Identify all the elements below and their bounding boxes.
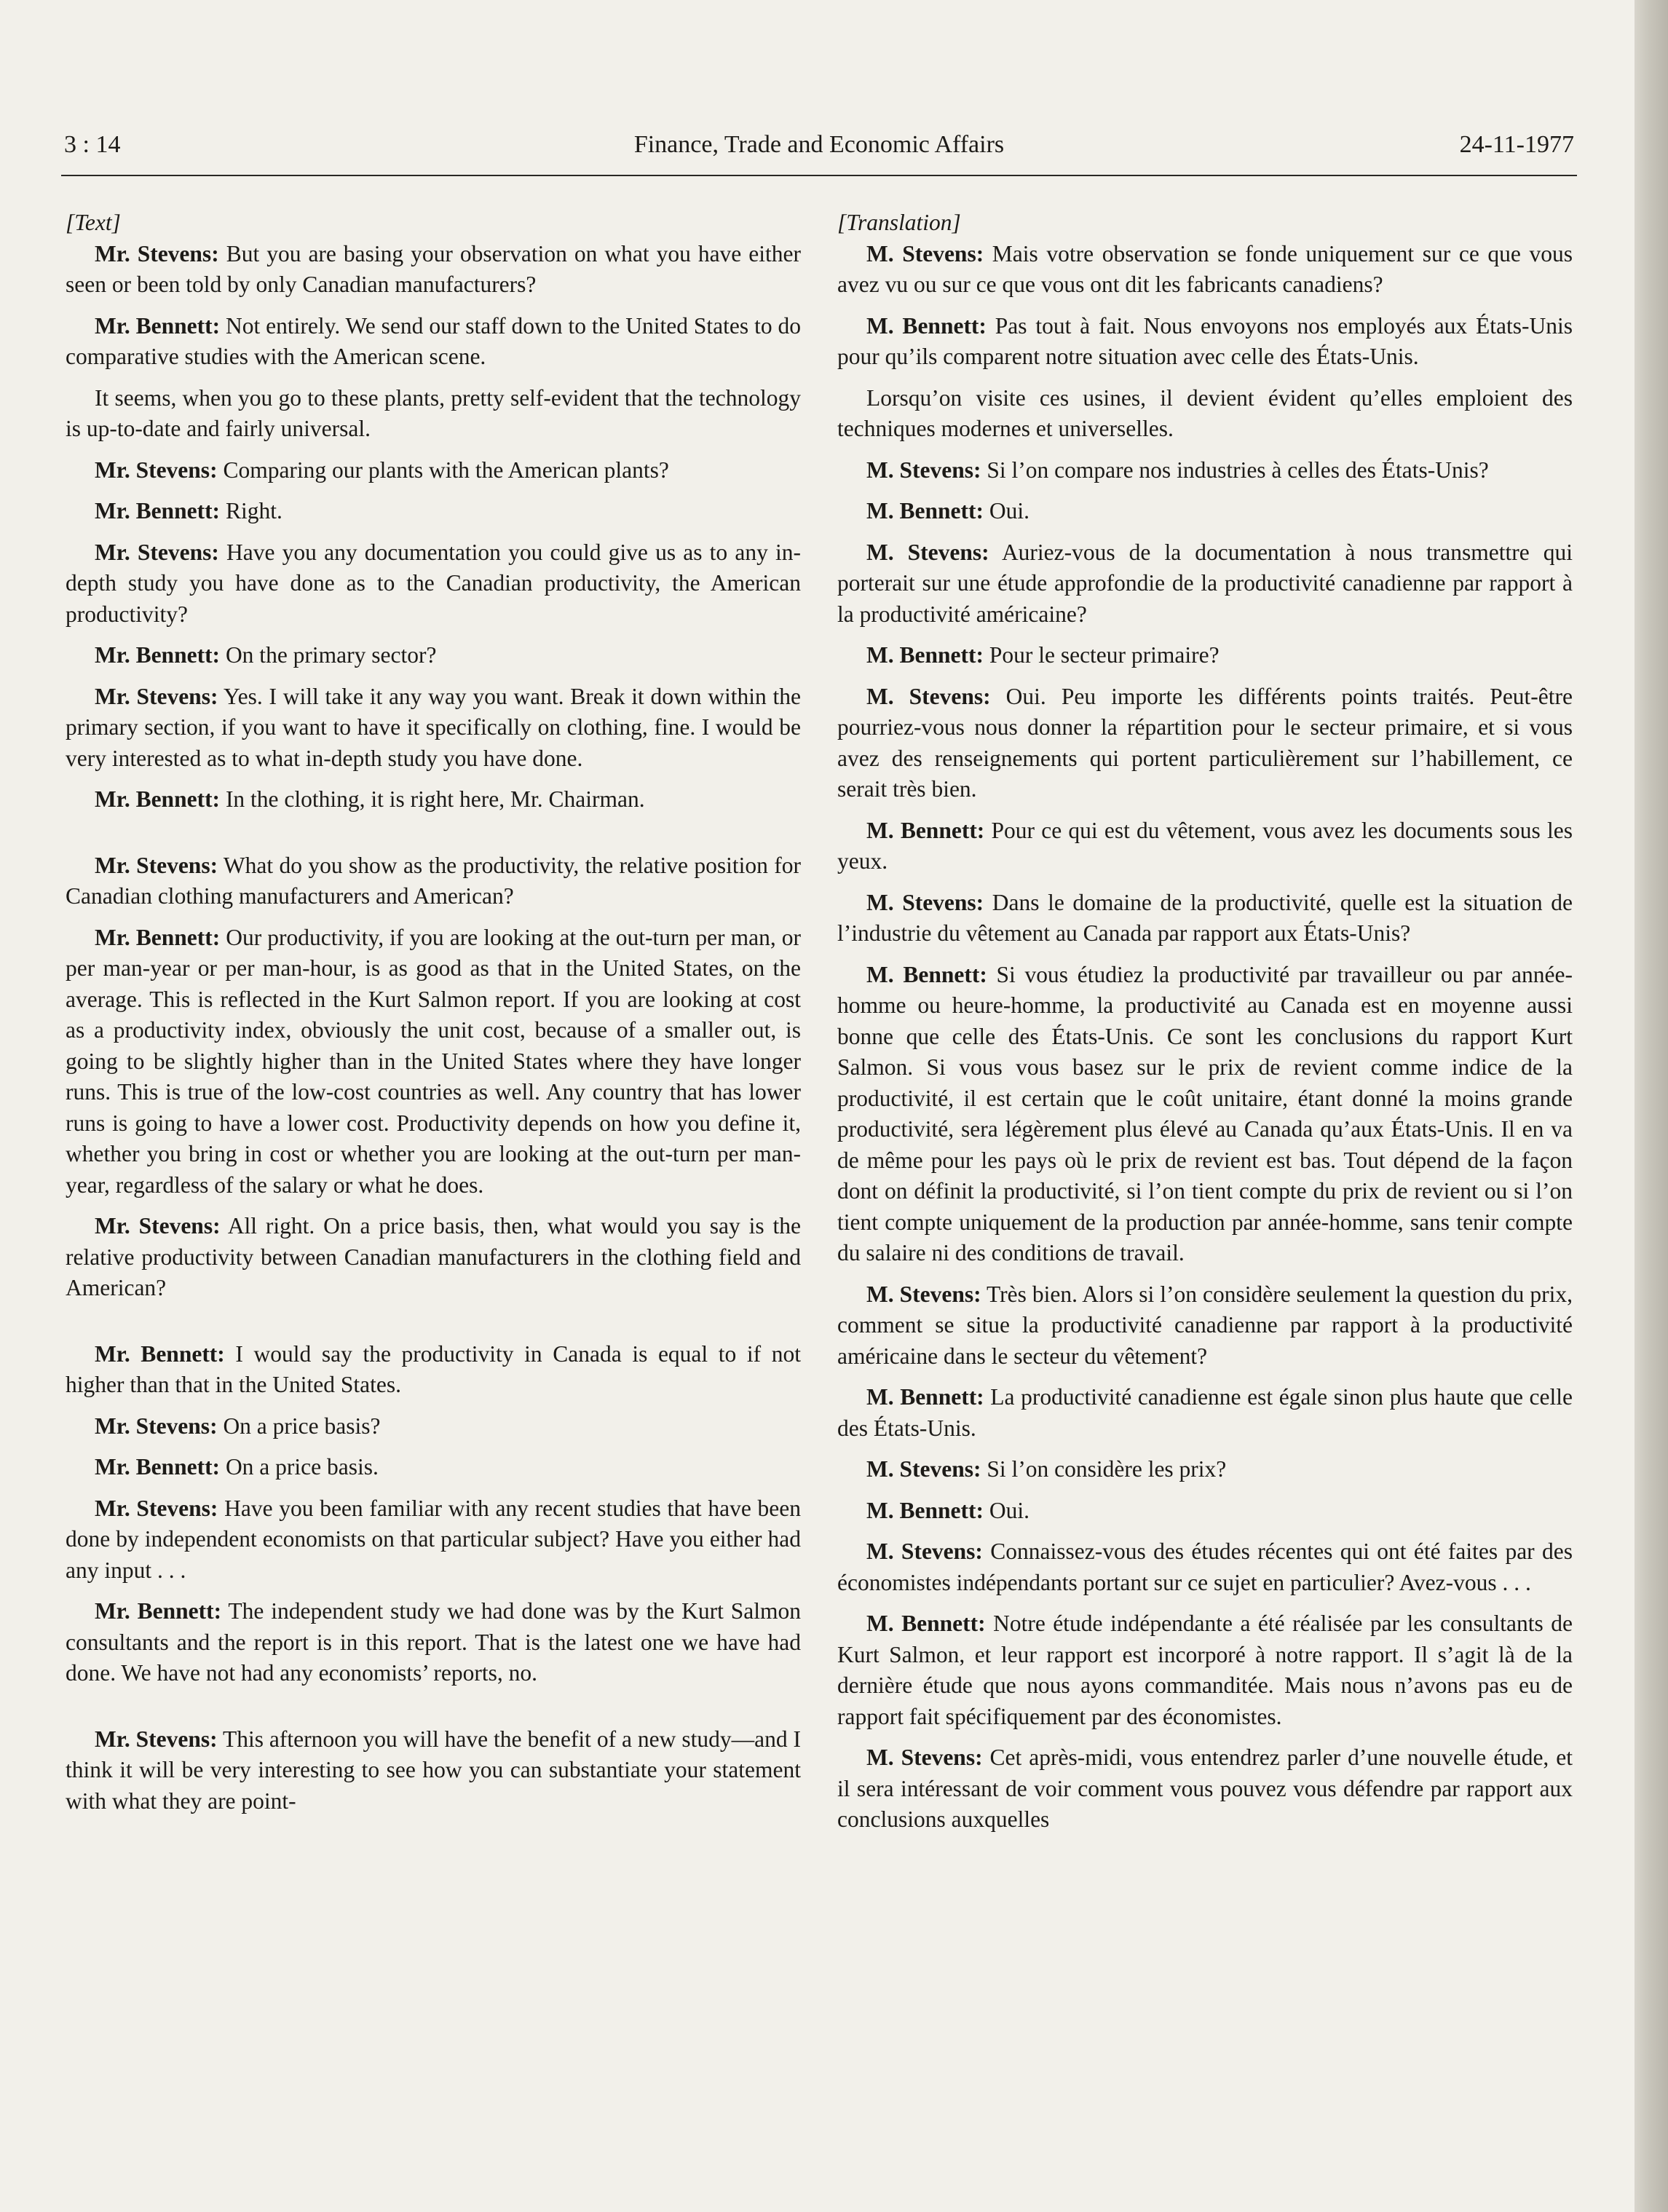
speech-text: Si l’on considère les prix? [981, 1456, 1227, 1482]
speech-text: On a price basis. [220, 1454, 379, 1480]
speech-text: Notre étude indépendante a été réalisée par les consultants de Kurt Salmon, et leur rapport est incorporé à notre rapport. Il s’agit là de la dernière étude que nous ayons commanditée. Mais nous n’avons pas eu de rapport fait spécifiquement par des économistes. [837, 1611, 1573, 1729]
transcript-paragraph [837, 1454, 1573, 1485]
speaker-name: M. Bennett: [866, 498, 984, 524]
speech-text: Yes. I will take it any way you want. Break it down within the primary section, if you want to have it specifically on clothing, fine. I would be very interested as to what in-depth study you have done. [66, 683, 801, 771]
speaker-name: Mr. Stevens: [95, 683, 218, 709]
transcript-paragraph [66, 1596, 801, 1689]
speaker-name: Mr. Bennett: [95, 312, 221, 339]
running-title: Finance, Trade and Economic Affairs [633, 131, 1005, 158]
transcript-paragraph [66, 455, 801, 486]
speaker-name: M. Bennett: [866, 1497, 984, 1523]
speaker-name: Mr. Stevens: [95, 852, 218, 878]
page-header [64, 125, 1574, 176]
speech-text: Si l’on compare nos industries à celles des États-Unis? [981, 457, 1489, 483]
transcript-paragraph [837, 1536, 1573, 1598]
speaker-name: M. Stevens: [866, 539, 989, 565]
speaker-name: M. Bennett: [866, 1611, 986, 1636]
speaker-name: M. Stevens: [866, 1456, 981, 1482]
speaker-name: Mr. Stevens: [95, 1413, 218, 1439]
speech-text: Pour ce qui est du vêtement, vous avez les documents sous les yeux. [837, 817, 1573, 874]
speech-text: In the clothing, it is right here, Mr. Chairman. [220, 786, 645, 812]
speech-text: It seems, when you go to these plants, pretty self-evident that the technology is up-to-date and fairly universal. [66, 384, 801, 441]
speaker-name: M. Stevens: [866, 1281, 981, 1307]
english-paragraphs [66, 239, 801, 1817]
speech-text: Not entirely. We send our staff down to the United States to do comparative studies with the American scene. [66, 312, 801, 369]
speaker-name: M. Bennett: [866, 961, 987, 987]
column-label-text: [Text] [66, 210, 121, 235]
header-rule [61, 175, 1577, 176]
transcript-paragraph [66, 537, 801, 631]
speaker-name: Mr. Bennett: [95, 1340, 225, 1367]
transcript-paragraph [66, 1339, 801, 1401]
speech-text: Très bien. Alors si l’on considère seulement la question du prix, comment se situe la productivité canadienne par rapport à la productivité américaine dans le secteur du vêtement? [837, 1281, 1573, 1369]
transcript-paragraph [837, 1608, 1573, 1732]
speech-text: Si vous étudiez la productivité par travailleur ou par année-homme ou heure-homme, la productivité au Canada est en moyenne aussi bonne que celle des États-Unis. Ce sont les conclusions du rapport Kurt Salmon. Si vous vous basez sur le prix de revient comme indice de la productivité, il est certain que le coût unitaire, étant donné la moins grande productivité, sera légèrement plus élevé au Canada qu’aux États-Unis. Il en va de même pour les pays où le prix de revient est bas. Tout dépend de la façon dont on définit la productivité, si l’on tient compte du prix de revient ou si l’on tient compte uniquement de la production par année-homme, sans tenir compte du salaire ni des conditions de travail. [837, 961, 1573, 1265]
transcript-paragraph [837, 1382, 1573, 1444]
transcript-paragraph [837, 1742, 1573, 1836]
page-edge [1635, 0, 1668, 2212]
french-paragraphs [837, 239, 1573, 1836]
speech-text: The independent study we had done was by the Kurt Salmon consultants and the report is in this report. That is the latest one we have had done. We have not had any economists’ reports, no. [66, 1598, 801, 1686]
speaker-name: Mr. Bennett: [95, 786, 221, 812]
speech-text: Pas tout à fait. Nous envoyons nos employés aux États-Unis pour qu’ils comparent notre situation avec celle des États-Unis. [837, 312, 1573, 369]
transcript-paragraph [837, 1279, 1573, 1372]
speaker-name: Mr. Stevens: [95, 1726, 218, 1752]
speaker-name: M. Stevens: [866, 889, 984, 915]
speech-text: Comparing our plants with the American plants? [217, 457, 669, 483]
speech-text: Connaissez-vous des études récentes qui ont été faites par des économistes indépendants portant sur ce sujet en particulier? Avez-vous . . . [837, 1538, 1573, 1595]
speech-text: On the primary sector? [220, 642, 437, 668]
speech-text: Oui. [983, 1497, 1029, 1523]
speaker-name: Mr. Bennett: [95, 642, 221, 668]
transcript-paragraph [66, 923, 801, 1201]
speech-text: La productivité canadienne est égale sinon plus haute que celle des États-Unis. [837, 1384, 1573, 1441]
speech-text: Cet après-midi, vous entendrez parler d’une nouvelle étude, et il sera intéressant de voir comment vous pouvez vous défendre par rapport aux conclusions auxquelles [837, 1745, 1573, 1832]
transcript-paragraph [837, 1496, 1573, 1527]
transcript-paragraph [837, 682, 1573, 805]
speech-text: Oui. Peu importe les différents points traités. Peut-être pourriez-vous nous donner la répartition pour le secteur primaire, et si vous avez des renseignements qui portent particulièrement sur l’habillement, ce serait très bien. [837, 683, 1573, 802]
speech-text: Oui. [983, 498, 1029, 524]
speech-text: But you are basing your observation on what you have either seen or been told by only Canadian manufacturers? [66, 240, 801, 297]
speech-text: Have you been familiar with any recent studies that have been done by independent economists on that particular subject? Have you either had any input . . . [66, 1495, 802, 1583]
transcript-paragraph [66, 1724, 801, 1817]
transcript-paragraph [837, 815, 1573, 877]
speaker-name: Mr. Stevens: [95, 539, 219, 565]
transcript-paragraph [837, 496, 1573, 527]
speech-text: Right. [220, 498, 282, 524]
speaker-name: Mr. Stevens: [95, 1213, 221, 1239]
speaker-name: Mr. Bennett: [95, 924, 221, 950]
transcript-paragraph [66, 784, 801, 815]
speaker-name: M. Stevens: [866, 457, 981, 483]
speech-text: Lorsqu’on visite ces usines, il devient évident qu’elles emploient des techniques modernes et universelles. [837, 384, 1573, 441]
speech-text: Auriez-vous de la documentation à nous transmettre qui porterait sur une étude approfondie de la productivité canadienne par rapport à la productivité américaine? [837, 539, 1573, 627]
transcript-paragraph [66, 311, 801, 373]
speaker-name: Mr. Bennett: [95, 1598, 222, 1624]
transcript-paragraph [837, 640, 1573, 671]
transcript-paragraph [837, 537, 1573, 631]
speaker-name: Mr. Stevens: [95, 1495, 218, 1521]
transcript-paragraph [837, 455, 1573, 486]
speech-text: Pour le secteur primaire? [983, 642, 1220, 668]
transcript-paragraph [837, 311, 1573, 373]
transcript-paragraph [66, 1411, 801, 1442]
speaker-name: Mr. Stevens: [95, 457, 218, 483]
speaker-name: M. Stevens: [866, 683, 991, 709]
speech-text: Dans le domaine de la productivité, quelle est la situation de l’industrie du vêtement au Canada par rapport aux États-Unis? [837, 889, 1573, 946]
speaker-name: M. Stevens: [866, 1538, 983, 1564]
page-number: 3 : 14 [64, 131, 121, 158]
speaker-name: M. Bennett: [866, 1384, 984, 1410]
speaker-name: M. Stevens: [866, 1745, 983, 1770]
speech-text: I would say the productivity in Canada is equal to if not higher than that in the United States. [66, 1340, 801, 1397]
speech-text: Our productivity, if you are looking at the out-turn per man, or per man-year or per man-hour, is as good as that in the United States, on the average. This is reflected in the Kurt Salmon report. If you are looking at cost as a productivity index, obviously the unit cost, because of a smaller out, is going to be slightly higher than in the United States where they have longer runs. This is true of the low-cost countries as well. Any country that has lower runs is going to have a lower cost. Productivity depends on how you define it, whether you bring in cost or whether you are looking at the out-turn per man-year, regardless of the salary or what he does. [66, 924, 801, 1198]
speaker-name: M. Bennett: [866, 817, 985, 843]
transcript-paragraph [66, 239, 801, 301]
transcript-paragraph [837, 383, 1573, 445]
transcript-paragraph [837, 239, 1573, 301]
french-column [837, 208, 1573, 1846]
speech-text: This afternoon you will have the benefit of a new study—and I think it will be very interesting to see how you can substantiate your statement with what they are point- [66, 1726, 802, 1814]
speaker-name: Mr. Stevens: [95, 240, 219, 266]
transcript-paragraph [66, 383, 801, 445]
transcript-paragraph [837, 888, 1573, 949]
speaker-name: Mr. Bennett: [95, 1454, 221, 1480]
transcript-paragraph [66, 1493, 801, 1587]
transcript-paragraph [66, 850, 801, 912]
transcript-paragraph [66, 496, 801, 527]
transcript-paragraph [66, 1211, 801, 1304]
column-label-translation: [Translation] [837, 210, 961, 235]
speaker-name: M. Bennett: [866, 312, 987, 339]
transcript-paragraph [66, 640, 801, 671]
transcript-paragraph [837, 960, 1573, 1269]
speaker-name: M. Bennett: [866, 642, 984, 668]
speech-text: Have you any documentation you could give us as to any in-depth study you have done as to the Canadian productivity, the American productivity? [66, 539, 801, 627]
transcript-paragraph [66, 682, 801, 775]
transcript-paragraph [66, 1452, 801, 1483]
speaker-name: Mr. Bennett: [95, 498, 221, 524]
speech-text: Mais votre observation se fonde uniquement sur ce que vous avez vu ou sur ce que vous ont dit les fabricants canadiens? [837, 240, 1573, 297]
speech-text: On a price basis? [217, 1413, 381, 1439]
speech-text: All right. On a price basis, then, what would you say is the relative productivity between Canadian manufacturers in the clothing field and American? [66, 1213, 801, 1300]
speaker-name: M. Stevens: [866, 240, 984, 266]
english-column [66, 208, 801, 1827]
header-date: 24-11-1977 [1459, 131, 1574, 158]
speech-text: What do you show as the productivity, the relative position for Canadian clothing manufacturers and American? [66, 852, 801, 909]
